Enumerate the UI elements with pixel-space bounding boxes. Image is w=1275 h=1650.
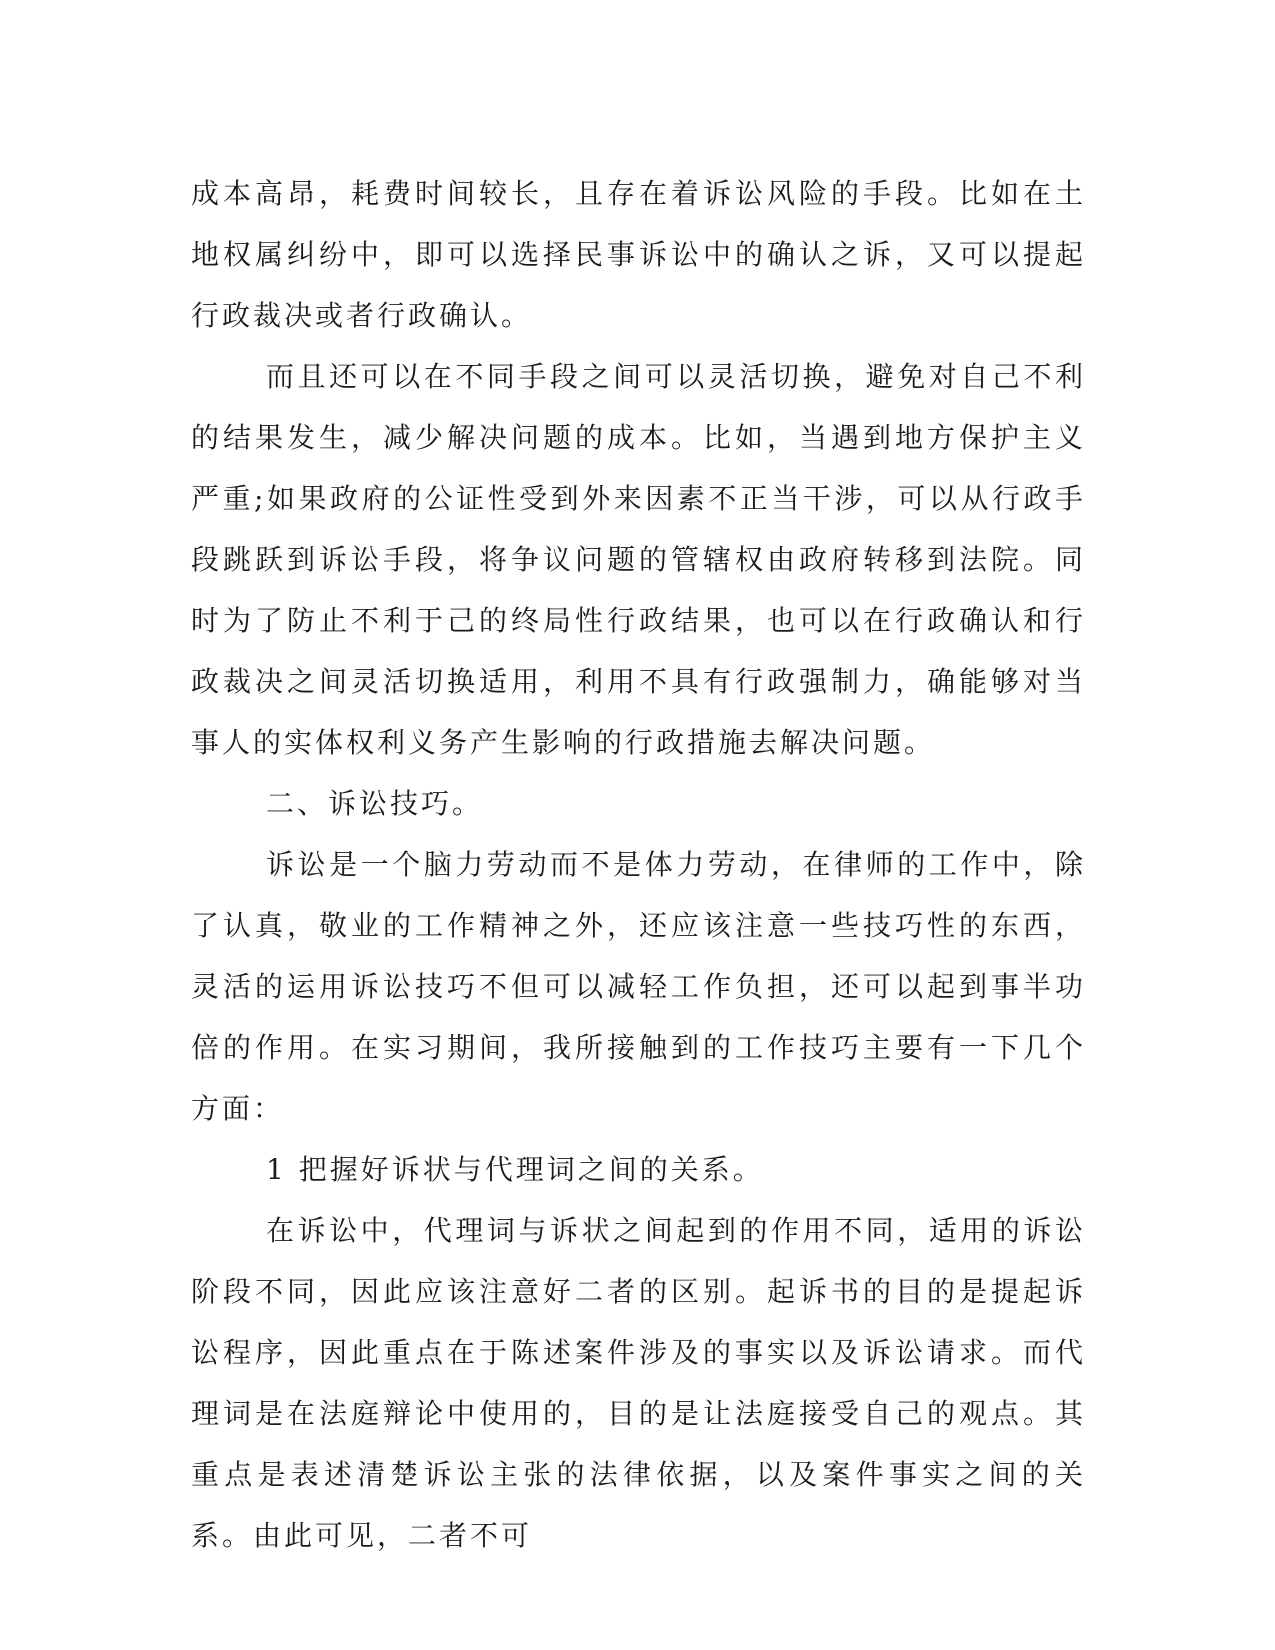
document-body (191, 163, 1086, 1566)
paragraph-complaint-vs-argument: 在诉讼中，代理词与诉状之间起到的作用不同，适用的诉讼阶段不同，因此应该注意好二者的区别。起诉书的目的是提起诉讼程序，因此重点在于陈述案件涉及的事实以及诉讼请求。而代理词是在法庭辩论中使用的，目的是让法庭接受自己的观点。其重点是表述清楚诉讼主张的法律依据，以及案件事实之间的关系。由此可见，二者不可 (191, 1214, 1086, 1552)
paragraph-cost-and-land-dispute: 成本高昂，耗费时间较长，且存在着诉讼风险的手段。比如在土地权属纠纷中，即可以选择民事诉讼中的确认之诉，又可以提起行政裁决或者行政确认。 (191, 177, 1086, 332)
section-heading-litigation-skills: 二、诉讼技巧。 (266, 787, 484, 820)
paragraph-flexible-switching: 而且还可以在不同手段之间可以灵活切换，避免对自己不利的结果发生，减少解决问题的成本。比如，当遇到地方保护主义严重;如果政府的公证性受到外来因素不正当干涉，可以从行政手段跳跃到诉讼手段，将争议问题的管辖权由政府转移到法院。同时为了防止不利于己的终局性行政结果，也可以在行政确认和行政裁决之间灵活切换适用，利用不具有行政强制力，确能够对当事人的实体权利义务产生影响的行政措施去解决问题。 (191, 360, 1086, 759)
subheading-complaint-vs-argument: 1 把握好诉状与代理词之间的关系。 (266, 1153, 764, 1186)
paragraph-litigation-skills-intro: 诉讼是一个脑力劳动而不是体力劳动，在律师的工作中，除了认真，敬业的工作精神之外，还应该注意一些技巧性的东西，灵活的运用诉讼技巧不但可以减轻工作负担，还可以起到事半功倍的作用。在实习期间，我所接触到的工作技巧主要有一下几个方面： (191, 848, 1086, 1125)
